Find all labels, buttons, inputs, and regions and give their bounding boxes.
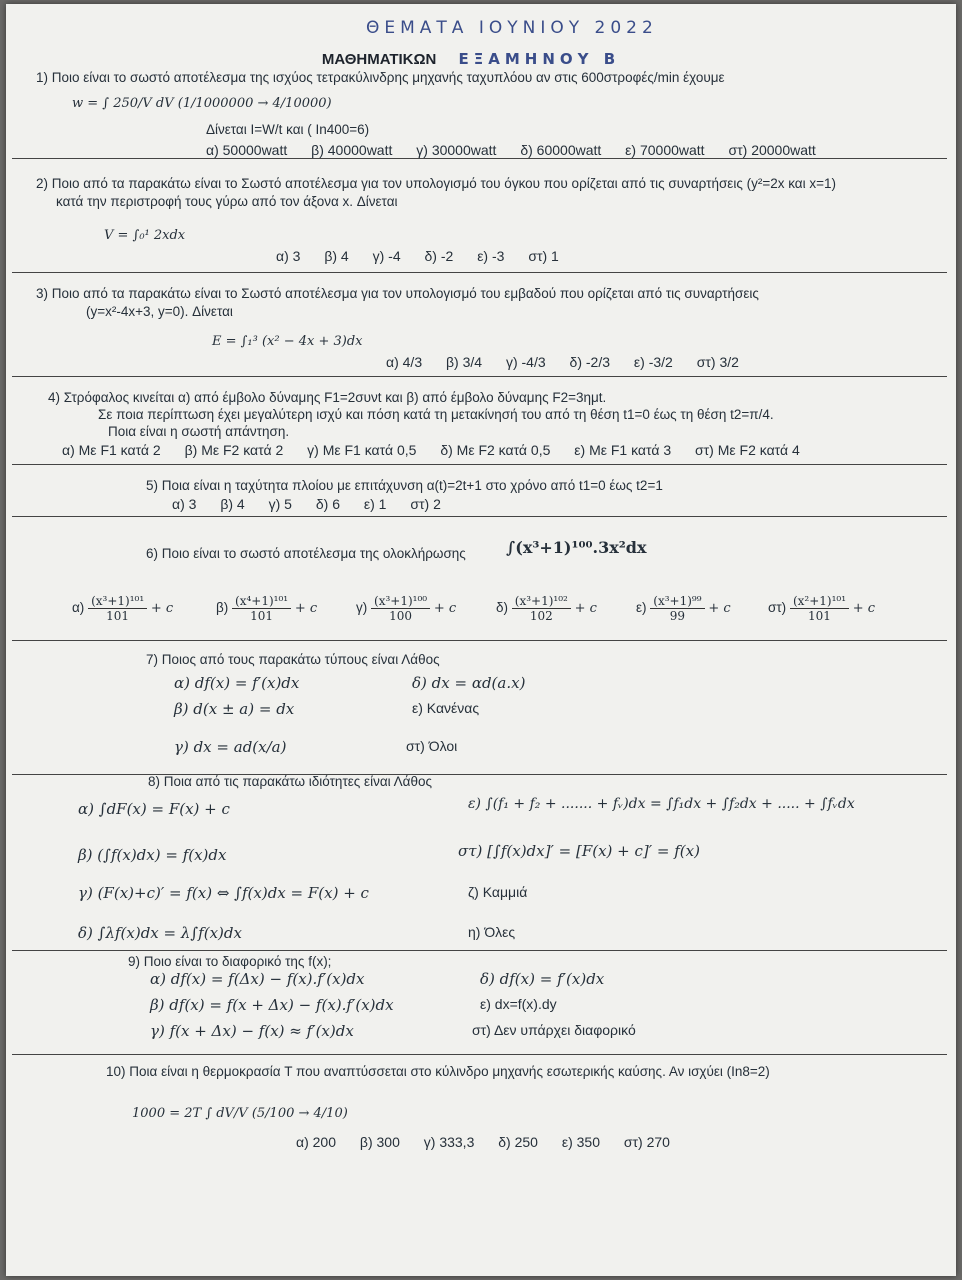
divider <box>12 516 947 517</box>
divider <box>12 1054 947 1055</box>
q4-option-e[interactable]: ε) Με F1 κατά 3 <box>574 442 672 458</box>
q8-text: 8) Ποια από τις παρακάτω ιδιότητες είναι Λάθος <box>148 774 432 789</box>
q3-text: 3) Ποιο από τα παρακάτω είναι το Σωστό αποτέλεσμα για τον υπολογισμό του εμβαδού που ορίζεται από τις συναρτήσεις <box>36 286 759 301</box>
divider <box>12 464 947 465</box>
q1-text: 1) Ποιο είναι το σωστό αποτέλεσμα της ισχύος τετρακύλινδρης μηχανής ταχυπλόου αν στις 600στροφές/min έχουμε <box>36 70 725 85</box>
q6-option-b[interactable]: β) $\frac{\text{(x⁴+1)¹⁰¹}}{101}$ + c <box>216 594 318 623</box>
q9-option-c[interactable]: γ) f(x + Δx) − f(x) ≈ f′(x)dx <box>150 1022 354 1040</box>
q4-option-b[interactable]: β) Με F2 κατά 2 <box>184 442 284 458</box>
divider <box>12 158 947 159</box>
q7-text: 7) Ποιος από τους παρακάτω τύπους είναι Λάθος <box>146 652 440 667</box>
q3-option-f[interactable]: στ) 3/2 <box>696 354 739 370</box>
q2-option-e[interactable]: ε) -3 <box>477 248 505 264</box>
q5-option-b[interactable]: β) 4 <box>220 496 245 512</box>
q10-option-a[interactable]: α) 200 <box>296 1134 337 1150</box>
q6-option-d[interactable]: δ) $\frac{\text{(x³+1)¹⁰²}}{102}$ + c <box>496 594 597 623</box>
q1-option-e[interactable]: ε) 70000watt <box>625 142 705 158</box>
q5-option-f[interactable]: στ) 2 <box>410 496 441 512</box>
q1-option-b[interactable]: β) 40000watt <box>311 142 393 158</box>
q7-option-b[interactable]: β) d(x ± a) = dx <box>174 700 295 718</box>
q9-option-f[interactable]: στ) Δεν υπάρχει διαφορικό <box>472 1022 636 1038</box>
q1-options <box>206 142 836 158</box>
divider <box>12 640 947 641</box>
q9-option-a[interactable]: α) df(x) = f(Δx) − f(x).f′(x)dx <box>150 970 365 988</box>
q2-text-2: κατά την περιστροφή τους γύρω από τον άξονα x. Δίνεται <box>56 194 398 209</box>
q2-text: 2) Ποιο από τα παρακάτω είναι το Σωστό αποτέλεσμα για τον υπολογισμό του όγκου που ορίζεται από τις συναρτήσεις (y²=2x και x=1) <box>36 176 836 191</box>
q3-option-e[interactable]: ε) -3/2 <box>633 354 673 370</box>
q4-option-a[interactable]: α) Με F1 κατά 2 <box>62 442 161 458</box>
q10-formula: 1000 = 2T ∫ dV/V (5/100 → 4/10) <box>132 1106 348 1121</box>
divider <box>12 950 947 951</box>
q10-text: 10) Ποια είναι η θερμοκρασία T που αναπτύσσεται στο κύλινδρο μηχανής εσωτερικής καύσης. Αν ισχύει (In8=2) <box>106 1064 770 1079</box>
semester-note: ΕΞΑΜΗΝΟΥ Β <box>458 50 621 68</box>
q2-options <box>276 248 579 264</box>
q3-option-d[interactable]: δ) -2/3 <box>569 354 611 370</box>
q10-option-f[interactable]: στ) 270 <box>623 1134 670 1150</box>
q6-integral: ∫(x³+1)¹⁰⁰.3x²dx <box>506 538 647 557</box>
q2-option-d[interactable]: δ) -2 <box>424 248 454 264</box>
q7-option-c[interactable]: γ) dx = ad(x/a) <box>174 738 287 756</box>
q2-option-b[interactable]: β) 4 <box>324 248 349 264</box>
q5-option-c[interactable]: γ) 5 <box>268 496 292 512</box>
q3-option-c[interactable]: γ) -4/3 <box>505 354 546 370</box>
q7-option-d[interactable]: δ) dx = αd(a.x) <box>412 674 526 692</box>
q9-option-b[interactable]: β) df(x) = f(x + Δx) − f(x).f′(x)dx <box>150 996 394 1014</box>
q4-text-2: Σε ποια περίπτωση έχει μεγαλύτερη ισχύ και πόση κατά τη μετακίνησή του από τη θέση t1=0 έως τη θέση t2=π/4. <box>98 407 774 422</box>
q5-text: 5) Ποια είναι η ταχύτητα πλοίου με επιτάχυνση α(t)=2t+1 στο χρόνο από t1=0 έως t2=1 <box>146 478 663 493</box>
divider <box>12 272 947 273</box>
q8-option-e[interactable]: ε) ∫(f₁ + f₂ + ....... + fᵥ)dx = ∫f₁dx + ∫f₂dx + ..... + ∫fᵥdx <box>468 796 855 812</box>
q1-given: Δίνεται I=W/t και ( In400=6) <box>206 122 370 137</box>
q8-option-c[interactable]: γ) (F(x)+c)′ = f(x) ⇔ ∫f(x)dx = F(x) + c <box>78 884 369 902</box>
q8-option-b[interactable]: β) (∫f(x)dx) = f(x)dx <box>78 846 227 864</box>
q8-option-g[interactable]: ζ) Καμμιά <box>468 884 528 900</box>
q1-option-c[interactable]: γ) 30000watt <box>416 142 497 158</box>
q1-option-f[interactable]: στ) 20000watt <box>728 142 816 158</box>
q6-option-c[interactable]: γ) $\frac{\text{(x³+1)¹⁰⁰}}{100}$ + c <box>356 594 457 623</box>
q5-options <box>172 496 461 512</box>
q8-option-h[interactable]: η) Όλες <box>468 924 516 940</box>
q8-option-f[interactable]: στ) [∫f(x)dx]′ = [F(x) + c]′ = f(x) <box>458 842 700 860</box>
q4-option-d[interactable]: δ) Με F2 κατά 0,5 <box>440 442 551 458</box>
q10-options <box>296 1134 690 1150</box>
q4-options <box>62 442 820 458</box>
q10-option-c[interactable]: γ) 333,3 <box>423 1134 475 1150</box>
q5-option-d[interactable]: δ) 6 <box>315 496 340 512</box>
q3-formula: E = ∫₁³ (x² − 4x + 3)dx <box>212 334 363 349</box>
q8-option-d[interactable]: δ) ∫λf(x)dx = λ∫f(x)dx <box>78 924 242 942</box>
exam-sheet <box>6 4 956 1276</box>
q6-option-a[interactable]: α) $\frac{\text{(x³+1)¹⁰¹}}{101}$ + c <box>72 594 174 623</box>
q1-formula: w = ∫ 250/V dV (1/1000000 → 4/10000) <box>72 96 332 111</box>
q4-text-3: Ποια είναι η σωστή απάντηση. <box>108 424 290 439</box>
q10-option-b[interactable]: β) 300 <box>359 1134 400 1150</box>
q8-option-a[interactable]: α) ∫dF(x) = F(x) + c <box>78 800 230 818</box>
q3-option-a[interactable]: α) 4/3 <box>386 354 423 370</box>
q9-option-d[interactable]: δ) df(x) = f′(x)dx <box>480 970 605 988</box>
q2-formula: V = ∫₀¹ 2xdx <box>104 228 186 243</box>
q7-option-a[interactable]: α) df(x) = f′(x)dx <box>174 674 300 692</box>
divider <box>12 376 947 377</box>
q1-option-a[interactable]: α) 50000watt <box>206 142 288 158</box>
q6-text: 6) Ποιο είναι το σωστό αποτέλεσμα της ολοκλήρωσης <box>146 546 466 561</box>
subject-title: ΜΑΘΗΜΑΤΙΚΩΝ <box>321 51 437 68</box>
q6-option-e[interactable]: ε) $\frac{\text{(x³+1)⁹⁹}}{99}$ + c <box>636 594 731 623</box>
q2-option-a[interactable]: α) 3 <box>276 248 301 264</box>
q10-option-d[interactable]: δ) 250 <box>498 1134 538 1150</box>
q10-option-e[interactable]: ε) 350 <box>561 1134 600 1150</box>
q4-text: 4) Στρόφαλος κινείται α) από έμβολο δύναμης F1=2συνt και β) από έμβολο δύναμης F2=3ημt. <box>48 390 607 405</box>
q3-options <box>386 354 759 370</box>
q7-option-f[interactable]: στ) Όλοι <box>406 738 458 754</box>
q3-option-b[interactable]: β) 3/4 <box>446 354 483 370</box>
q4-option-c[interactable]: γ) Με F1 κατά 0,5 <box>307 442 417 458</box>
q6-option-f[interactable]: στ) $\frac{\text{(x²+1)¹⁰¹}}{101}$ + c <box>768 594 876 623</box>
q2-option-c[interactable]: γ) -4 <box>372 248 401 264</box>
q1-option-d[interactable]: δ) 60000watt <box>520 142 602 158</box>
q2-option-f[interactable]: στ) 1 <box>528 248 559 264</box>
q9-text: 9) Ποιο είναι το διαφορικό της f(x); <box>128 954 332 969</box>
q7-option-e[interactable]: ε) Κανένας <box>412 700 480 716</box>
q3-text-2: (y=x²-4x+3, y=0). Δίνεται <box>86 304 233 319</box>
q4-option-f[interactable]: στ) Με F2 κατά 4 <box>695 442 800 458</box>
q5-option-a[interactable]: α) 3 <box>172 496 197 512</box>
q5-option-e[interactable]: ε) 1 <box>363 496 387 512</box>
handwritten-title: ΘΕΜΑΤΑ ΙΟΥΝΙΟΥ 2022 <box>366 18 658 38</box>
q9-option-e[interactable]: ε) dx=f(x).dy <box>480 996 557 1012</box>
